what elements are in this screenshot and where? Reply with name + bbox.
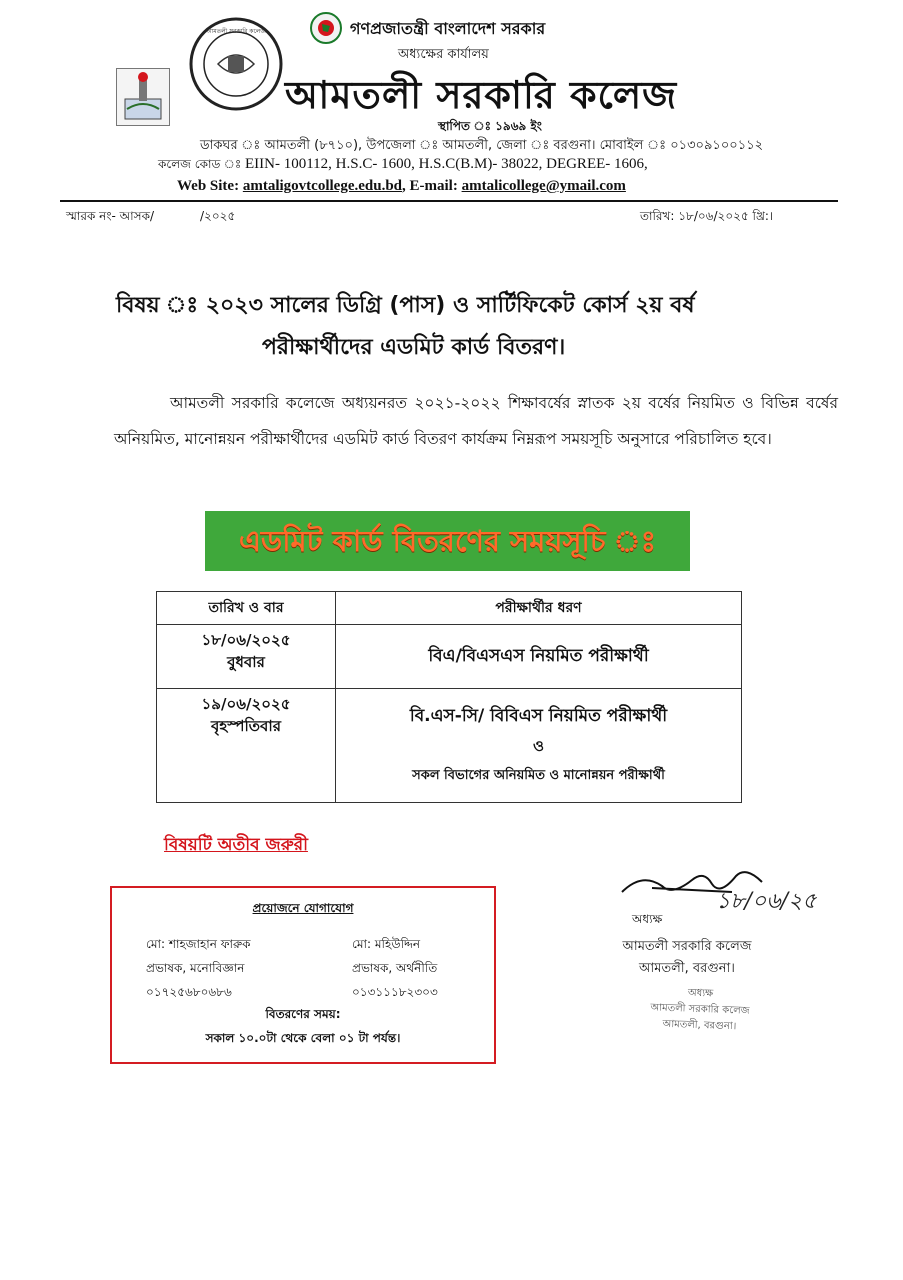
header-divider — [60, 200, 838, 202]
contact-phone: ০১৩১১১৮২৩০৩ — [352, 985, 438, 999]
memo-label: স্মারক নং- আসক/ — [66, 209, 155, 223]
memo-year: /২০২৫ — [200, 209, 236, 223]
principal-title: অধ্যক্ষ — [632, 912, 663, 926]
row-date: ১৮/০৬/২০২৫ — [201, 631, 291, 649]
contact-name: মো: মহিউদ্দিন — [352, 937, 421, 951]
stamp-location: আমতলী, বরগুনা। — [662, 1018, 737, 1033]
subject-line-1: বিষয় ঃ ২০২৩ সালের ডিগ্রি (পাস) ও সার্টিফিকেট কোর্স ২য় বর্ষ — [116, 293, 695, 318]
web-label: Web Site: — [177, 178, 243, 194]
row-date-cell — [157, 689, 336, 803]
college-emblem-icon — [117, 69, 169, 125]
college-name: আমতলী সরকারি কলেজ — [285, 73, 678, 117]
email-link[interactable]: amtalicollege@ymail.com — [461, 178, 626, 194]
row-day: বৃহস্পতিবার — [211, 717, 281, 735]
official-stamp — [629, 984, 771, 1037]
row-type: বি.এস-সি/ বিবিএস নিয়মিত পরীক্ষার্থী — [409, 705, 668, 726]
row-date: ১৯/০৬/২০২৫ — [201, 695, 291, 713]
contact-name: মো: শাহজাহান ফারুক — [146, 937, 251, 951]
notice-date: তারিখ: ১৮/০৬/২০২৫ খ্রি:। — [640, 209, 774, 223]
row-type-cell — [336, 689, 742, 803]
header-date-day: তারিখ ও বার — [157, 592, 336, 625]
table-row — [157, 625, 742, 689]
college-codes — [158, 156, 648, 176]
row-day: বুধবার — [227, 653, 265, 671]
college-address: ডাকঘর ঃ আমতলী (৮৭১০), উপজেলা ঃ আমতলী, জেলা ঃ বরগুনা। মোবাইল ঃ ০১৩০৯১০০১১২ — [200, 138, 764, 153]
contact-designation: প্রভাষক, মনোবিজ্ঞান — [146, 961, 245, 975]
contact-person — [352, 932, 438, 1004]
web-contact — [177, 178, 626, 195]
signature-college: আমতলী সরকারি কলেজ — [622, 939, 752, 954]
header-candidate-type: পরীক্ষার্থীর ধরণ — [336, 592, 742, 625]
government-name: গণপ্রজাতন্ত্রী বাংলাদেশ সরকার — [350, 19, 546, 38]
body-paragraph: আমতলী সরকারি কলেজে অধ্যয়নরত ২০২১-২০২২ শিক্ষাবর্ষের স্নাতক ২য় বর্ষের নিয়মিত ও বিভিন্ন বর্ষের অনিয়মিত, মানোন্নয়ন পরীক্ষার্থীদের এডমিট কার্ড বিতরণ কার্যক্রম নিম্নরূপ সময়সূচি অনুসারে পরিচালিত হবে। — [114, 394, 838, 448]
email-label: , E-mail: — [402, 178, 462, 194]
contact-phone: ০১৭২৫৬৮০৬৮৬ — [146, 985, 232, 999]
college-logo-left — [116, 68, 170, 126]
memo-number — [66, 208, 235, 228]
college-seal-icon — [188, 16, 284, 112]
schedule-banner: এডমিট কার্ড বিতরণের সময়সূচি ঃ — [205, 511, 690, 571]
contact-designation: প্রভাষক, অর্থনীতি — [352, 961, 438, 975]
contact-person — [146, 932, 251, 1004]
stamp-college: আমতলী সরকারি কলেজ — [650, 1002, 750, 1017]
established-year: স্থাপিত ঃ ১৯৬৯ ইং — [438, 119, 542, 133]
row-conjunction: ও — [532, 736, 545, 755]
codes-value: EIIN- 100112, H.S.C- 1600, H.S.C(B.M)- 38022, DEGREE- 1606, — [241, 156, 648, 172]
signature-block — [612, 936, 762, 980]
row-type-2: সকল বিভাগের অনিয়মিত ও মানোন্নয়ন পরীক্ষার্থী — [412, 767, 665, 783]
seal-text: আমতলী সরকারি কলেজ — [206, 28, 266, 35]
contact-title: প্রয়োজনে যোগাযোগ — [252, 901, 354, 915]
stamp-title: অধ্যক্ষ — [687, 987, 714, 1000]
signature-location: আমতলী, বরগুনা। — [639, 961, 735, 976]
codes-label: কলেজ কোড ঃ — [158, 157, 242, 171]
table-header-row — [157, 592, 742, 625]
distribution-label: বিতরণের সময়: — [265, 1007, 341, 1021]
bangladesh-emblem-icon — [310, 12, 342, 44]
distribution-time: সকাল ১০.০টা থেকে বেলা ০১ টা পর্যন্ত। — [205, 1031, 401, 1045]
website-link[interactable]: amtaligovtcollege.edu.bd — [242, 178, 402, 194]
subject-line-2: পরীক্ষার্থীদের এডমিট কার্ড বিতরণ। — [262, 335, 566, 360]
signature-date: ১৮/০৬/২৫ — [716, 889, 817, 914]
contact-box — [110, 886, 496, 1064]
office-name: অধ্যক্ষের কার্যালয় — [398, 47, 489, 62]
table-row — [157, 689, 742, 803]
row-date-cell — [157, 625, 336, 689]
schedule-table — [156, 591, 742, 803]
urgent-notice: বিষয়টি অতীব জরুরী — [164, 835, 308, 855]
row-type: বিএ/বিএসএস নিয়মিত পরীক্ষার্থী — [336, 625, 742, 689]
